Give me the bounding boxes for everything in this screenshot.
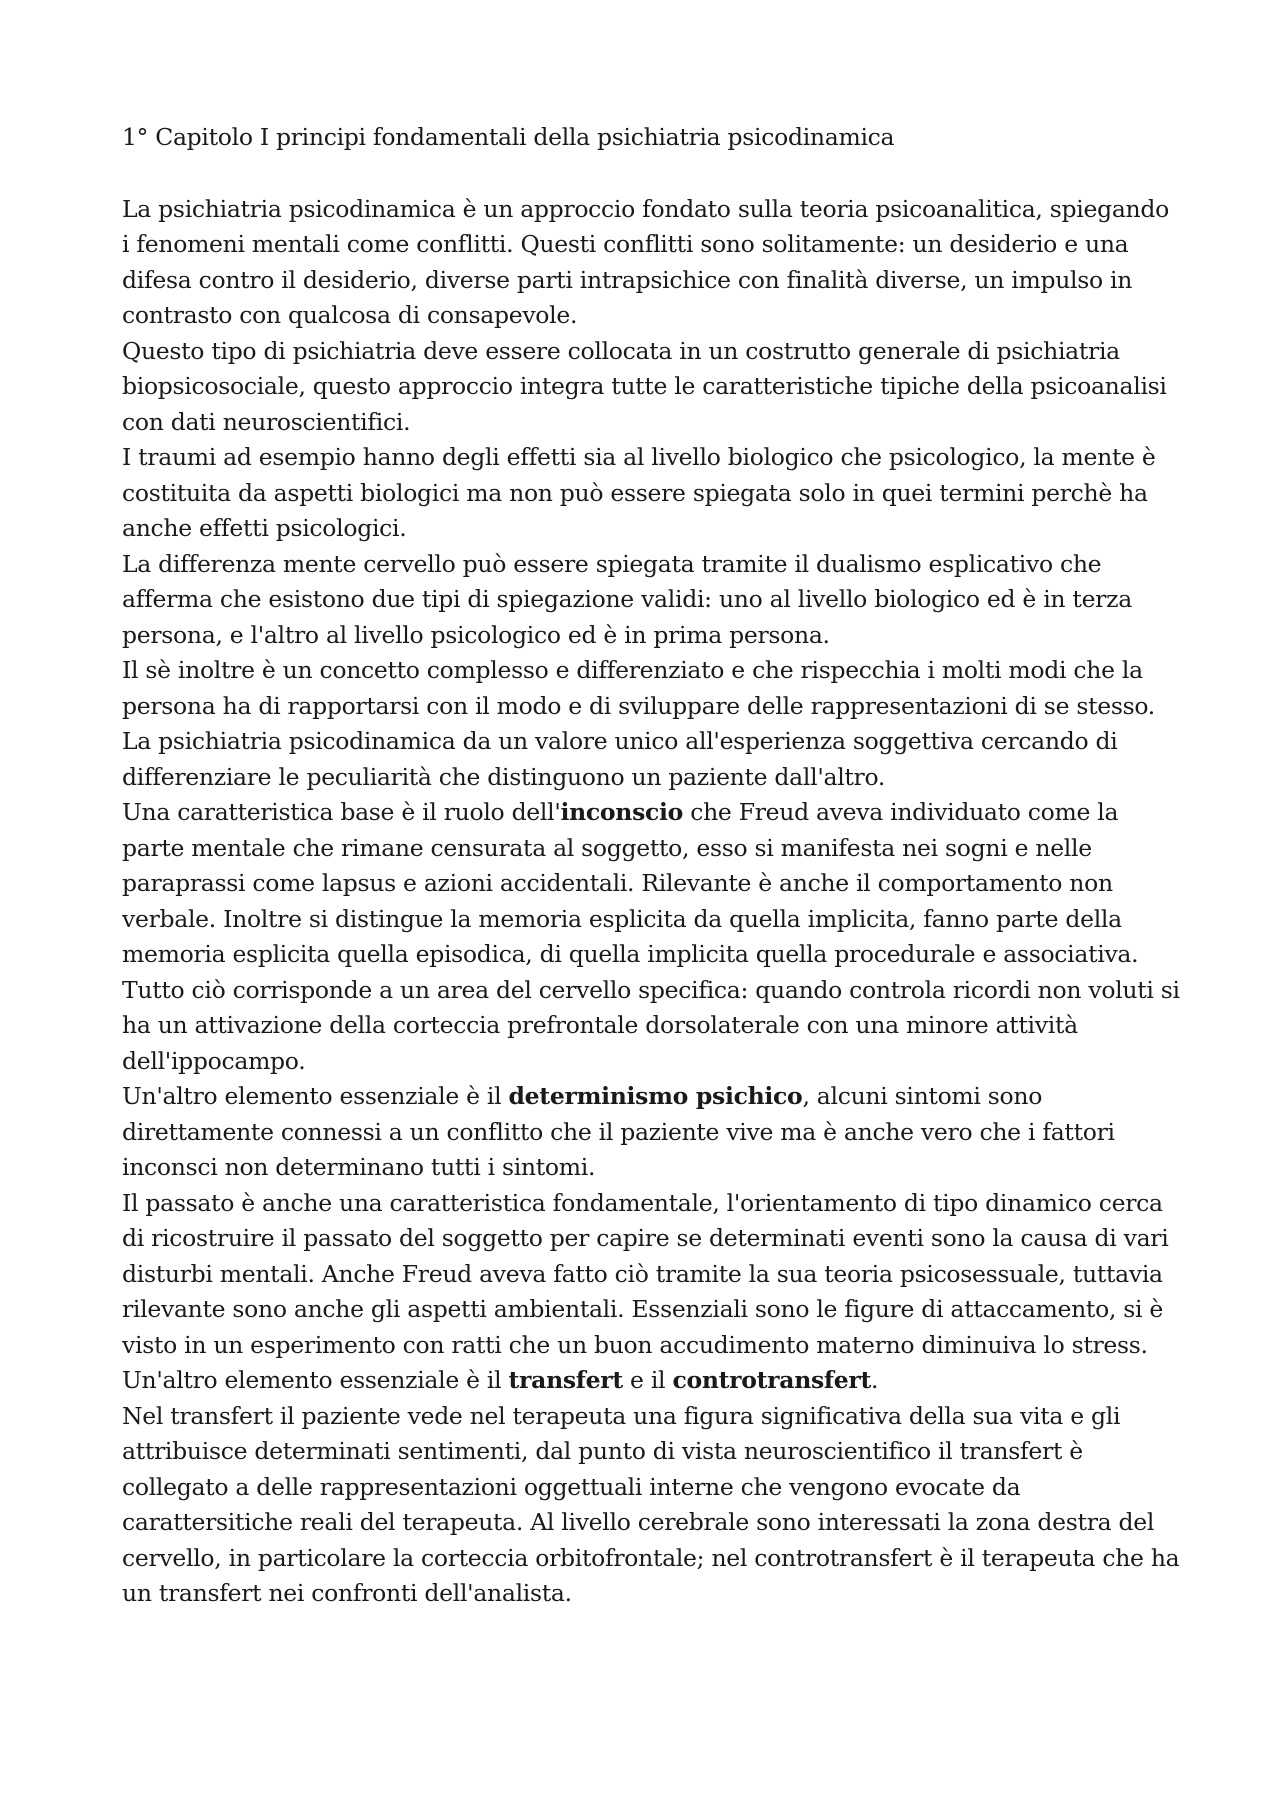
bold-term: inconscio: [560, 798, 684, 826]
text-segment: La differenza mente cervello può essere spiegata tramite il dualismo esplicativo che afferma che esistono due tipi di spiegazione validi: uno al livello biologico ed è in terza persona, e l'altro al livello psicologico ed è in prima persona.: [122, 549, 1132, 649]
paragraph: [122, 724, 1182, 795]
paragraph: [122, 653, 1182, 724]
text-segment: Il sè inoltre è un concetto complesso e differenziato e che rispecchia i molti modi che la persona ha di rapportarsi con il modo e di sviluppare delle rappresentazioni di se stesso.: [122, 656, 1155, 720]
paragraph: [122, 440, 1182, 547]
document-page: [122, 120, 1182, 1612]
text-segment: e il: [622, 1366, 673, 1394]
paragraph: [122, 1186, 1182, 1364]
bold-term: determinismo psichico: [508, 1082, 803, 1110]
paragraph: [122, 1079, 1182, 1186]
paragraph: [122, 1399, 1182, 1612]
text-segment: La psichiatria psicodinamica è un approccio fondato sulla teoria psicoanalitica, spiegando i fenomeni mentali come conflitti. Questi conflitti sono solitamente: un desiderio e una difesa contro il desiderio, diverse parti intrapsichice con finalità diverse, un impulso in contrasto con qualcosa di consapevole.: [122, 194, 1169, 329]
text-segment: .: [871, 1366, 879, 1394]
paragraph: [122, 1363, 1182, 1399]
paragraph: [122, 334, 1182, 441]
bold-term: transfert: [508, 1366, 623, 1394]
text-segment: Nel transfert il paziente vede nel terapeuta una figura significativa della sua vita e gli attribuisce determinati sentimenti, dal punto di vista neuroscientifico il transfert è collegato a delle rappresentazioni oggettuali interne che vengono evocate da carattersitiche reali del terapeuta. Al livello cerebrale sono interessati la zona destra del cervello, in particolare la corteccia orbitofrontale; nel controtransfert è il terapeuta che ha un transfert nei confronti dell'analista.: [122, 1401, 1180, 1607]
text-segment: Una caratteristica base è il ruolo dell': [122, 798, 561, 826]
text-segment: I traumi ad esempio hanno degli effetti sia al livello biologico che psicologico, la mente è costituita da aspetti biologici ma non può essere spiegata solo in quei termini perchè ha anche effetti psicologici.: [122, 443, 1156, 542]
paragraph: [122, 192, 1182, 334]
chapter-title: 1° Capitolo I principi fondamentali della psichiatria psicodinamica: [122, 123, 895, 151]
document-body: [122, 192, 1182, 1612]
text-segment: Un'altro elemento essenziale è il: [122, 1366, 509, 1394]
paragraph: [122, 795, 1182, 1079]
text-segment: La psichiatria psicodinamica da un valore unico all'esperienza soggettiva cercando di differenziare le peculiarità che distinguono un paziente dall'altro.: [122, 727, 1118, 791]
text-segment: che Freud aveva individuato come la parte mentale che rimane censurata al soggetto, esso si manifesta nei sogni e nelle paraprassi come lapsus e azioni accidentali. Rilevante è anche il comportamento non verbale. Inoltre si distingue la memoria esplicita da quella implicita, fanno parte della memoria esplicita quella episodica, di quella implicita quella procedurale e associativa. Tutto ciò corrisponde a un area del cervello specifica: quando controla ricordi non voluti si ha un attivazione della corteccia prefrontale dorsolaterale con una minore attività dell'ippocampo.: [122, 798, 1180, 1075]
text-segment: Questo tipo di psichiatria deve essere collocata in un costrutto generale di psichiatria biopsicosociale, questo approccio integra tutte le caratteristiche tipiche della psicoanalisi con dati neuroscientifici.: [122, 336, 1167, 436]
text-segment: Un'altro elemento essenziale è il: [122, 1082, 509, 1110]
text-segment: Il passato è anche una caratteristica fondamentale, l'orientamento di tipo dinamico cerca di ricostruire il passato del soggetto per capire se determinati eventi sono la causa di vari disturbi mentali. Anche Freud aveva fatto ciò tramite la sua teoria psicosessuale, tuttavia rilevante sono anche gli aspetti ambientali. Essenziali sono le figure di attaccamento, si è visto in un esperimento con ratti che un buon accudimento materno diminuiva lo stress.: [122, 1188, 1169, 1359]
text-segment: , alcuni sintomi sono direttamente connessi a un conflitto che il paziente vive ma è anche vero che i fattori inconsci non determinano tutti i sintomi.: [122, 1082, 1115, 1181]
paragraph: [122, 547, 1182, 654]
bold-term: controtransfert: [672, 1366, 872, 1394]
